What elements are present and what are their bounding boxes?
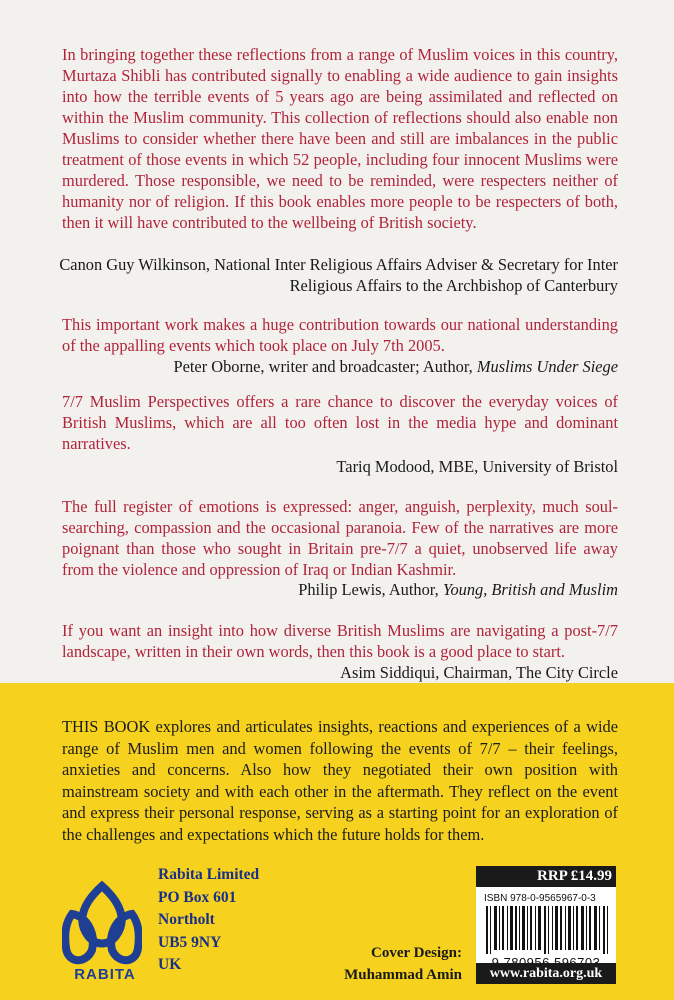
address-line: UB5 9NY (158, 933, 222, 951)
attribution-text: Peter Oborne, writer and broadcaster; Author, (173, 357, 473, 376)
endorsement-quote-5: If you want an insight into how diverse British Muslims are navigating a post-7/7 landscape, written in their own words, then this book is a good place to start. (62, 621, 618, 661)
endorsement-attribution-1: Canon Guy Wilkinson, National Inter Religious Affairs Adviser & Secretary for Inter Religious Affairs to the Archbishop of Canterbury (59, 255, 618, 295)
address-line: Rabita Limited (158, 866, 260, 883)
endorsement-quote-2: This important work makes a huge contribution towards our national understanding of the appalling events which took place on July 7th 2005. (62, 315, 618, 355)
address-line: UK (158, 956, 182, 973)
endorsement-attribution-4 (58, 579, 618, 600)
endorsement-attribution-3: Tariq Modood, MBE, University of Bristol (336, 457, 618, 476)
endorsement-quote-4: The full register of emotions is expressed: anger, anguish, perplexity, much soul-searching, compassion and the occasional paranoia. Few of the narratives are more poignant than those who sought in Britain pre-7/7 a quiet, unobserved life away from the violence and oppression of Iraq or Indian Kashmir. (62, 497, 618, 579)
isbn-label: ISBN 978-0-9565967-0-3 (484, 893, 596, 904)
publisher-address (158, 864, 259, 977)
attribution-text: Philip Lewis, Author, (298, 580, 439, 599)
endorsement-quote-1: In bringing together these reflections from a range of Muslim voices in this country, Murtaza Shibli has contributed signally to enabling a wide audience to gain insights into how the terrible events of 5 years ago are being assimilated and reflected on within the Muslim community. This collection of reflections should also enable non Muslims to consider whether there have been and still are imbalances in the public treatment of those events in which 52 people, including four innocent Muslims were murdered. Those responsible, we need to be reminded, were respecters neither of humanity nor of religion. If this book enables more people to be respecters of both, then it will have contributed to the wellbeing of British society. (62, 45, 618, 232)
price-label: RRP £14.99 (476, 866, 616, 887)
book-title: Muslims Under Siege (476, 357, 618, 376)
book-description: THIS BOOK explores and articulates insights, reactions and experiences of a wide range of Muslim men and women following the events of 7/7 – their feelings, anxieties and concerns. Also how they negotiated their own position with mainstream society and with each other in the aftermath. They reflect on the event and express their personal response, serving as a starting point for an exploration of the challenges and expectations which the future holds for them. (62, 717, 618, 844)
rabita-logo-icon (62, 880, 142, 980)
cover-design-credit (344, 942, 462, 986)
website-link[interactable]: www.rabita.org.uk (476, 963, 616, 984)
cover-design-label: Cover Design: (371, 945, 462, 961)
endorsement-attribution-2 (58, 356, 618, 377)
publisher-logo-text: RABITA (74, 966, 136, 983)
endorsement-attribution-5: Asim Siddiqui, Chairman, The City Circle (340, 663, 618, 682)
book-title: Young, British and Muslim (442, 580, 618, 599)
address-line: Northolt (158, 911, 215, 928)
cover-designer-name: Muhammad Amin (344, 967, 462, 983)
barcode-icon (486, 906, 614, 954)
address-line: PO Box 601 (158, 888, 237, 906)
endorsement-quote-3: 7/7 Muslim Perspectives offers a rare chance to discover the everyday voices of British Muslims, which are all too often lost in the media hype and dominant narratives. (62, 392, 618, 453)
